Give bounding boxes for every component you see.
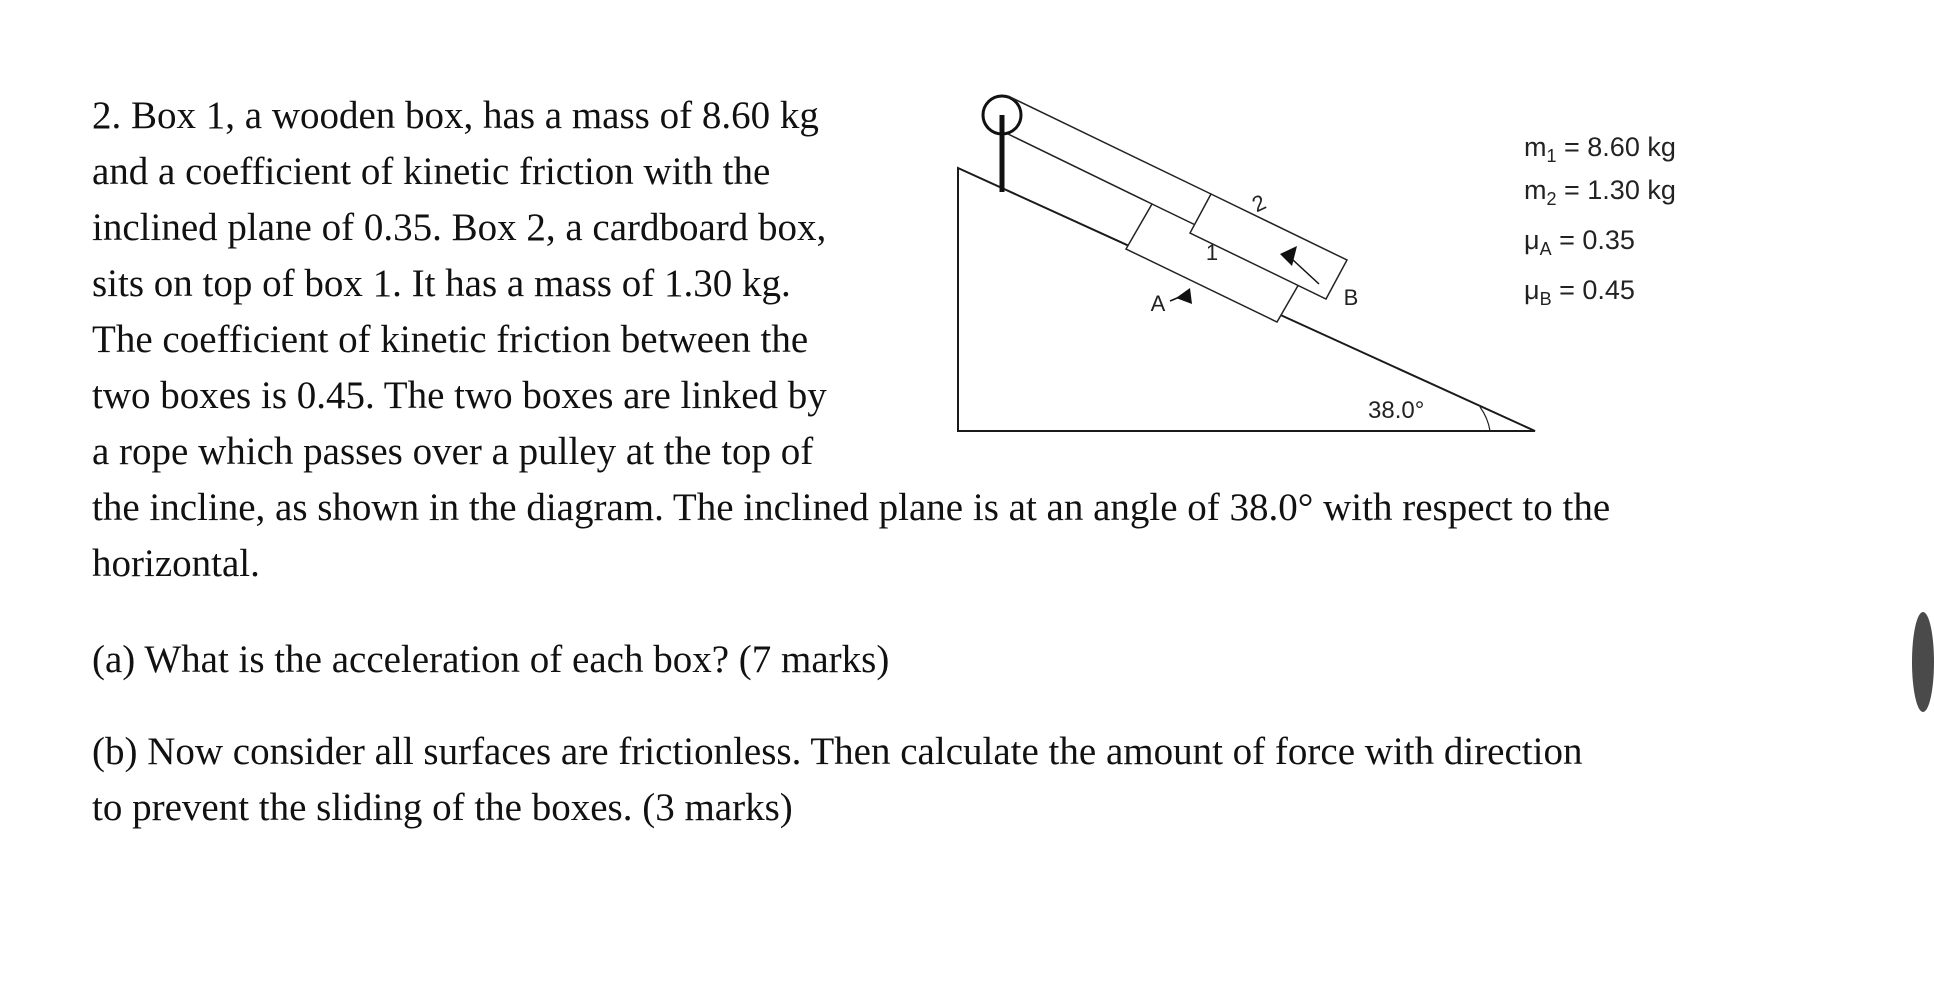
arrow-a-icon bbox=[1176, 288, 1192, 304]
point-a-label: A bbox=[1150, 291, 1166, 316]
rope-lower bbox=[1008, 134, 1152, 204]
problem-line-5: The coefficient of kinetic friction between the bbox=[92, 318, 809, 361]
point-b-label: B bbox=[1343, 285, 1359, 310]
incline-diagram bbox=[940, 82, 1676, 442]
given-mu-b: $\mu_B = 0.45$ bbox=[1524, 275, 1635, 309]
problem-line-7: a rope which passes over a pulley at the top of bbox=[92, 430, 814, 473]
question-part-a: (a) What is the acceleration of each box? (7 marks) bbox=[92, 638, 890, 681]
question-part-b-line-2: to prevent the sliding of the boxes. (3 marks) bbox=[92, 786, 793, 829]
given-m1: $m_1 = 8.60$ kg bbox=[1524, 132, 1676, 166]
rope-upper bbox=[1008, 96, 1211, 194]
box-1-label: 1 bbox=[1205, 240, 1219, 265]
problem-line-2: and a coefficient of kinetic friction with the bbox=[92, 150, 771, 193]
question-part-b-line-1: (b) Now consider all surfaces are frictionless. Then calculate the amount of force with direction bbox=[92, 730, 1583, 773]
problem-line-9: horizontal. bbox=[92, 542, 260, 585]
box-2-label: 2 bbox=[1247, 189, 1270, 218]
problem-line-1: 2. Box 1, a wooden box, has a mass of 8.60 kg bbox=[92, 94, 819, 137]
problem-line-6: two boxes is 0.45. The two boxes are linked by bbox=[92, 374, 827, 417]
problem-line-8: the incline, as shown in the diagram. The inclined plane is at an angle of 38.0° with respect to the bbox=[92, 486, 1611, 529]
problem-line-4: sits on top of box 1. It has a mass of 1.30 kg. bbox=[92, 262, 791, 305]
given-mu-a: $\mu_A = 0.35$ bbox=[1524, 225, 1635, 259]
given-m2: $m_2 = 1.30$ kg bbox=[1524, 175, 1676, 209]
problem-line-3: inclined plane of 0.35. Box 2, a cardboard box, bbox=[92, 206, 827, 249]
edge-scroll-handle[interactable] bbox=[1912, 612, 1934, 712]
angle-label: 38.0° bbox=[1368, 397, 1425, 424]
